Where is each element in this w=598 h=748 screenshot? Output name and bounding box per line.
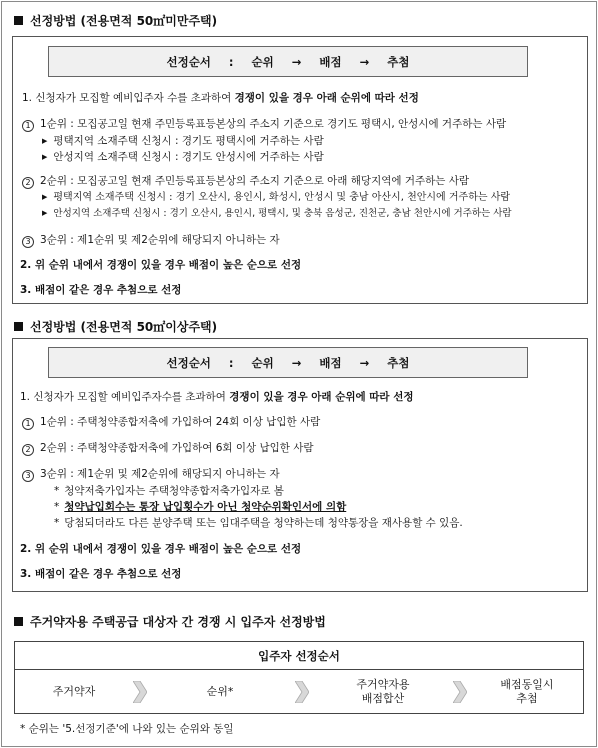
selection-flow-box [14, 641, 584, 714]
section1-item2: 2. 위 순위 내에서 경쟁이 있을 경우 배점이 높은 순으로 선정 [20, 259, 302, 271]
section1-intro: 1. 신청자가 모집할 예비입주자 수를 초과하여 경쟁이 있을 경우 아래 순위에 따라 선정 [22, 92, 419, 104]
flow-step-1: 주거약자 [52, 685, 96, 698]
circled-number-icon: 2 [22, 444, 34, 456]
asterisk-icon: * [54, 517, 60, 529]
section2-intro: 1. 신청자가 모집할 예비입주자수를 초과하여 경쟁이 있을 경우 아래 순위에 따라 선정 [20, 391, 414, 403]
triangle-bullet-icon: ▶ [42, 153, 48, 161]
section2-note2: * 청약납입회수는 통장 납입횟수가 아닌 청약순위확인서에 의함 [54, 501, 347, 513]
flow-step-4: 배점동일시 추첨 [500, 678, 554, 705]
section1-rank1-sub1: ▶ 평택지역 소재주택 신청시 : 경기도 평택시에 거주하는 사람 [42, 135, 324, 147]
circled-number-icon: 1 [22, 418, 34, 430]
section1-rank2: 2 2순위 : 모집공고일 현재 주민등록표등본상의 주소지 기준으로 아래 해당지역에 거주하는 사람 [22, 174, 469, 189]
chevron-right-icon [133, 681, 147, 703]
flow-title: 입주자 선정순서 [15, 642, 583, 670]
triangle-bullet-icon: ▶ [42, 193, 48, 201]
flow-steps [15, 670, 583, 714]
circled-number-icon: 3 [22, 236, 34, 248]
section2-note3: * 당첨되더라도 다른 분양주택 또는 임대주택을 청약하는데 청약통장을 재사용할 수 있음. [54, 517, 463, 529]
asterisk-icon: * [54, 485, 60, 497]
triangle-bullet-icon: ▶ [42, 209, 48, 217]
section2-rank3: 3 3순위 : 제1순위 및 제2순위에 해당되지 아니하는 자 [22, 467, 280, 482]
flow-step-3: 주거약자용 배점합산 [356, 678, 410, 705]
square-bullet-icon [14, 617, 23, 626]
square-bullet-icon [14, 16, 23, 25]
section1-item3: 3. 배점이 같은 경우 추첨으로 선정 [20, 284, 182, 296]
section2-note1: * 청약저축가입자는 주택청약종합저축가입자로 봄 [54, 485, 284, 497]
section3-heading: 주거약자용 주택공급 대상자 간 경쟁 시 입주자 선정방법 [14, 613, 326, 630]
chevron-right-icon [295, 681, 309, 703]
footnote: * 순위는 '5.선정기준'에 나와 있는 순위와 동일 [20, 723, 234, 735]
section2-item2: 2. 위 순위 내에서 경쟁이 있을 경우 배점이 높은 순으로 선정 [20, 543, 302, 555]
section2-item3: 3. 배점이 같은 경우 추첨으로 선정 [20, 568, 182, 580]
section1-heading: 선정방법 (전용면적 50㎡미만주택) [14, 12, 217, 29]
asterisk-icon: * [54, 501, 60, 513]
chevron-right-icon [453, 681, 467, 703]
section2-heading: 선정방법 (전용면적 50㎡이상주택) [14, 318, 217, 335]
circled-number-icon: 2 [22, 177, 34, 189]
flow-step-2: 순위* [206, 685, 234, 698]
section2-rank1: 1 1순위 : 주택청약종합저축에 가입하여 24회 이상 납입한 사람 [22, 415, 320, 430]
circled-number-icon: 1 [22, 120, 34, 132]
section1-rank1-sub2: ▶ 안성지역 소재주택 신청시 : 경기도 안성시에 거주하는 사람 [42, 151, 324, 163]
circled-number-icon: 3 [22, 470, 34, 482]
section2-rank2: 2 2순위 : 주택청약종합저축에 가입하여 6회 이상 납입한 사람 [22, 441, 314, 456]
section2-order-box: 선정순서 : 순위 → 배점 → 추첨 [48, 347, 528, 378]
section1-rank2-sub1: ▶ 평택지역 소재주택 신청시 : 경기 오산시, 용인시, 화성시, 안성시 및 충남 아산시, 천안시에 거주하는 사람 [42, 192, 511, 203]
section1-rank2-sub2: ▶ 안성지역 소재주택 신청시 : 경기 오산시, 용인시, 평택시, 및 충북 음성군, 진천군, 충남 천안시에 거주하는 사람 [42, 208, 512, 219]
section1-rank1: 1 1순위 : 모집공고일 현재 주민등록표등본상의 주소지 기준으로 경기도 평택시, 안성시에 거주하는 사람 [22, 117, 506, 132]
section1-rank3: 3 3순위 : 제1순위 및 제2순위에 해당되지 아니하는 자 [22, 233, 280, 248]
section1-order-box: 선정순서 : 순위 → 배점 → 추첨 [48, 46, 528, 77]
square-bullet-icon [14, 322, 23, 331]
triangle-bullet-icon: ▶ [42, 137, 48, 145]
